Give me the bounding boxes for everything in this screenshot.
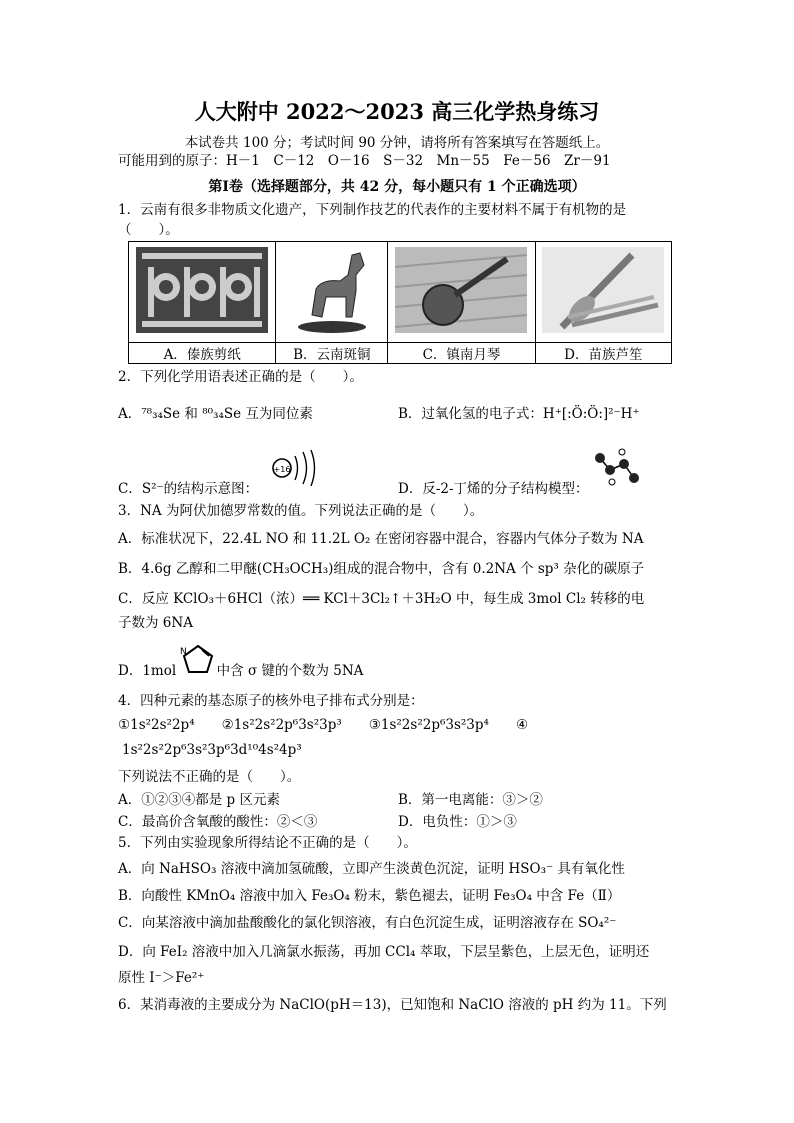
exam-note: 本试卷共 100 分；考试时间 90 分钟，请将所有答案填写在答题纸上。 [184,135,610,151]
moon-lute-image [395,247,527,333]
q4-option-a: A．①②③④都是 p 区元素 [118,792,280,808]
q1-stem: 1．云南有很多非物质文化遗产，下列制作技艺的代表作的主要材料不属于有机物的是 [118,202,627,218]
q4-config-line2: 1s²2s²2p⁶3s²3p⁶3d¹⁰4s²4p³ [122,742,302,758]
q1-caption-c: C．镇南月琴 [388,343,535,364]
q1-caption-d: D．苗族芦笙 [535,343,671,364]
q1-image-b [276,242,388,343]
svg-text:+16: +16 [273,465,291,474]
q2-option-c: C．S²⁻的结构示意图： [118,481,259,497]
q5-option-b: B．向酸性 KMnO₄ 溶液中加入 Fe₃O₄ 粉末，紫色褪去，证明 Fe₃O₄ 中含 Fe（Ⅱ） [118,888,621,904]
bronze-horse-image [282,245,382,335]
q5-option-d: D．向 FeI₂ 溶液中加入几滴氯水振荡，再加 CCl₄ 萃取，下层呈紫色，上层无色，证明还 [118,944,650,960]
q5-stem: 5．下列由实验现象所得结论不正确的是（ ）。 [118,835,417,851]
lusheng-image [542,247,664,333]
q1-caption-b: B．云南斑铜 [276,343,388,364]
q1-image-table [128,241,672,364]
q3-option-c: C．反应 KClO₃＋6HCl（浓）══ KCl＋3Cl₂↑＋3H₂O 中，每生成 3mol Cl₂ 转移的电 [118,591,645,607]
q2-stem: 2．下列化学用语表述正确的是（ ）。 [118,369,363,385]
q3-option-a: A．标准状况下，22.4L NO 和 11.2L O₂ 在密闭容器中混合，容器内气体分子数为 NA [118,531,644,547]
q6-stem: 6．某消毒液的主要成分为 NaClO(pH＝13)，已知饱和 NaClO 溶液的 pH 约为 11。下列 [118,997,667,1013]
q4-option-c: C．最高价含氧酸的酸性：②＜③ [118,814,318,830]
q2-option-a: A．⁷⁸₃₄Se 和 ⁸⁰₃₄Se 互为同位素 [118,406,313,422]
q1-image-a [129,242,276,343]
q1-caption-a: A．傣族剪纸 [129,343,276,364]
papercut-image [136,247,268,333]
q4-config-line1: ①1s²2s²2p⁴ ②1s²2s²2p⁶3s²3p³ ③1s²2s²2p⁶3s²3p⁴ ④ [118,717,529,733]
q1-image-d [535,242,671,343]
q1-image-c [388,242,535,343]
q1-stem-cont: （ ）。 [118,222,179,238]
q3-option-d: D．1mol 中含 σ 键的个数为 5NA [118,663,364,679]
svg-text:N: N [180,647,187,657]
section-heading: 第Ⅰ卷（选择题部分，共 42 分，每小题只有 1 个正确选项） [208,179,586,195]
q3-option-b: B．4.6g 乙醇和二甲醚(CH₃OCH₃)组成的混合物中，含有 0.2NA 个 sp³ 杂化的碳原子 [118,561,645,577]
q3-option-c-cont: 子数为 6NA [118,615,193,631]
q4-stem: 4．四种元素的基态原子的核外电子排布式分别是： [118,693,424,709]
q5-option-c: C．向某溶液中滴加盐酸酸化的氯化钡溶液，有白色沉淀生成，证明溶液存在 SO₄²⁻ [118,915,617,931]
sulfide-ion-structure-diagram [268,446,318,486]
q4-option-b: B．第一电离能：③＞② [398,792,543,808]
q4-option-d: D．电负性：①＞③ [398,814,517,830]
q2-option-b: B．过氧化氢的电子式：H⁺[:Ö:Ö:]²⁻H⁺ [398,406,640,422]
q3-stem: 3．NA 为阿伏加德罗常数的值。下列说法正确的是（ ）。 [118,503,484,519]
atomic-masses: 可能用到的原子：H－1 C－12 O－16 S－32 Mn－55 Fe－56 Zr－91 [118,153,611,169]
q5-option-d-cont: 原性 I⁻＞Fe²⁺ [118,970,205,986]
page-title: 人大附中 2022～2023 高三化学热身练习 [194,99,600,124]
q5-option-a: A．向 NaHSO₃ 溶液中滴加氢硫酸，立即产生淡黄色沉淀，证明 HSO₃⁻ 具有氧化性 [118,861,625,877]
pyrrole-ring-icon [178,640,218,676]
trans-2-butene-model-icon [592,448,642,488]
q2-option-d: D．反-2-丁烯的分子结构模型： [398,481,589,497]
q4-stem2: 下列说法不正确的是（ ）。 [118,769,301,785]
